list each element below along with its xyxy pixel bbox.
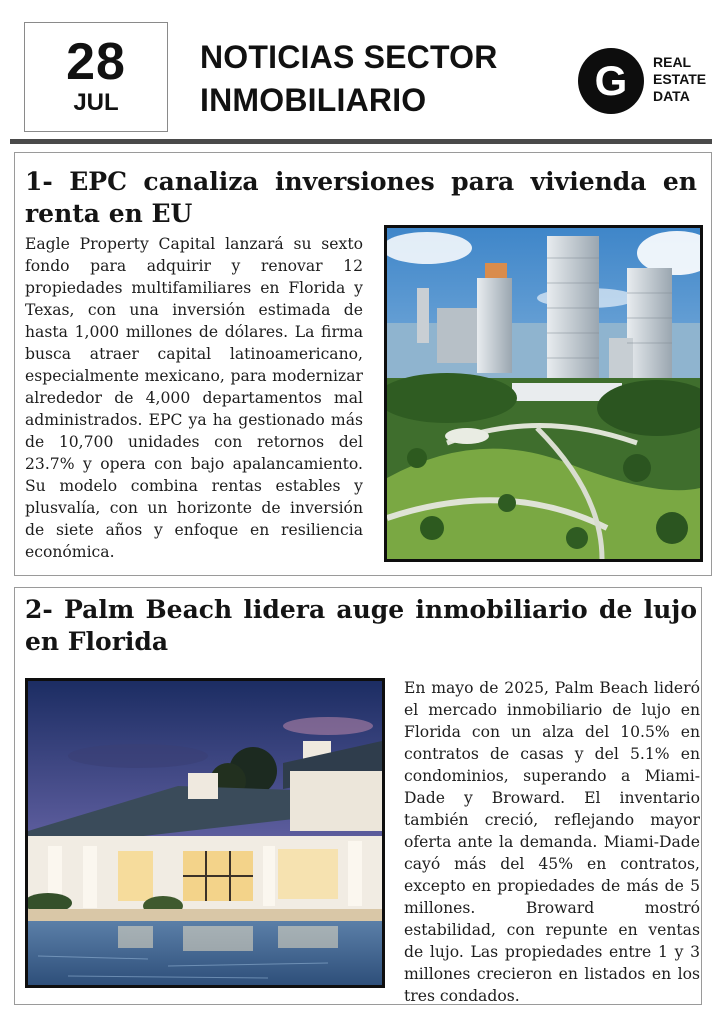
- newsletter-title: [200, 36, 560, 122]
- logo-wordmark: [653, 54, 713, 105]
- article-2-body: En mayo de 2025, Palm Beach lideró el mercado inmobiliario de lujo en Florida con un alza del 10.5% en contratos de casas y del 5.1% en condominios, superando a Miami-Dade y Broward. El inventario también creció, reflejando mayor oferta ante la demanda. Miami-Dade cayó más del 45% en contratos, excepto en propiedades de más de 5 millones. Broward mostró estabilidad, con repunte en ventas de lujo. Las propiedades entre 1 y 3 millones crecieron en listados en los tres condados.: [404, 679, 700, 1005]
- article-1-photo: [384, 225, 703, 562]
- date-month: JUL: [73, 89, 119, 116]
- header-divider: [10, 139, 712, 144]
- date-box: [24, 22, 168, 132]
- article-2-photo: [25, 678, 385, 988]
- article-1-title: 1- EPC canaliza inversiones para vivienda en renta en EU: [25, 167, 697, 228]
- article-card-1: [14, 152, 712, 576]
- article-1-body: Eagle Property Capital lanzará su sexto fondo para adquirir y renovar 12 propiedades multifamiliares en Florida y Texas, con una inversión estimada de hasta 1,000 millones de dólares. La firma busca atraer capital latinoamericano, especialmente mexicano, para modernizar alrededor de 4,000 departamentos mal administrados. EPC ya ha gestionado más de 10,700 unidades con retornos del 23.7% y opera con bajo apalancamiento. Su modelo combina rentas estables y plusvalía, con un horizonte de inversión de siete años y enfoque en resiliencia económica.: [25, 235, 363, 561]
- article-card-2: [14, 587, 702, 1005]
- city-skyline-image: [387, 228, 700, 559]
- logo-circle-icon: [578, 48, 644, 114]
- article-2-title: 2- Palm Beach lidera auge inmobiliario de lujo en Florida: [25, 595, 697, 656]
- logo-line-2: ESTATE: [653, 71, 707, 87]
- luxury-house-image: [28, 681, 382, 985]
- logo-line-1: REAL: [653, 54, 692, 70]
- newsletter-title-line2: INMOBILIARIO: [200, 82, 427, 118]
- date-day: 28: [66, 33, 126, 91]
- logo-letter: G: [594, 57, 628, 104]
- logo-line-3: DATA: [653, 88, 690, 104]
- newsletter-title-line1: NOTICIAS SECTOR: [200, 39, 498, 75]
- brand-logo: [578, 48, 707, 118]
